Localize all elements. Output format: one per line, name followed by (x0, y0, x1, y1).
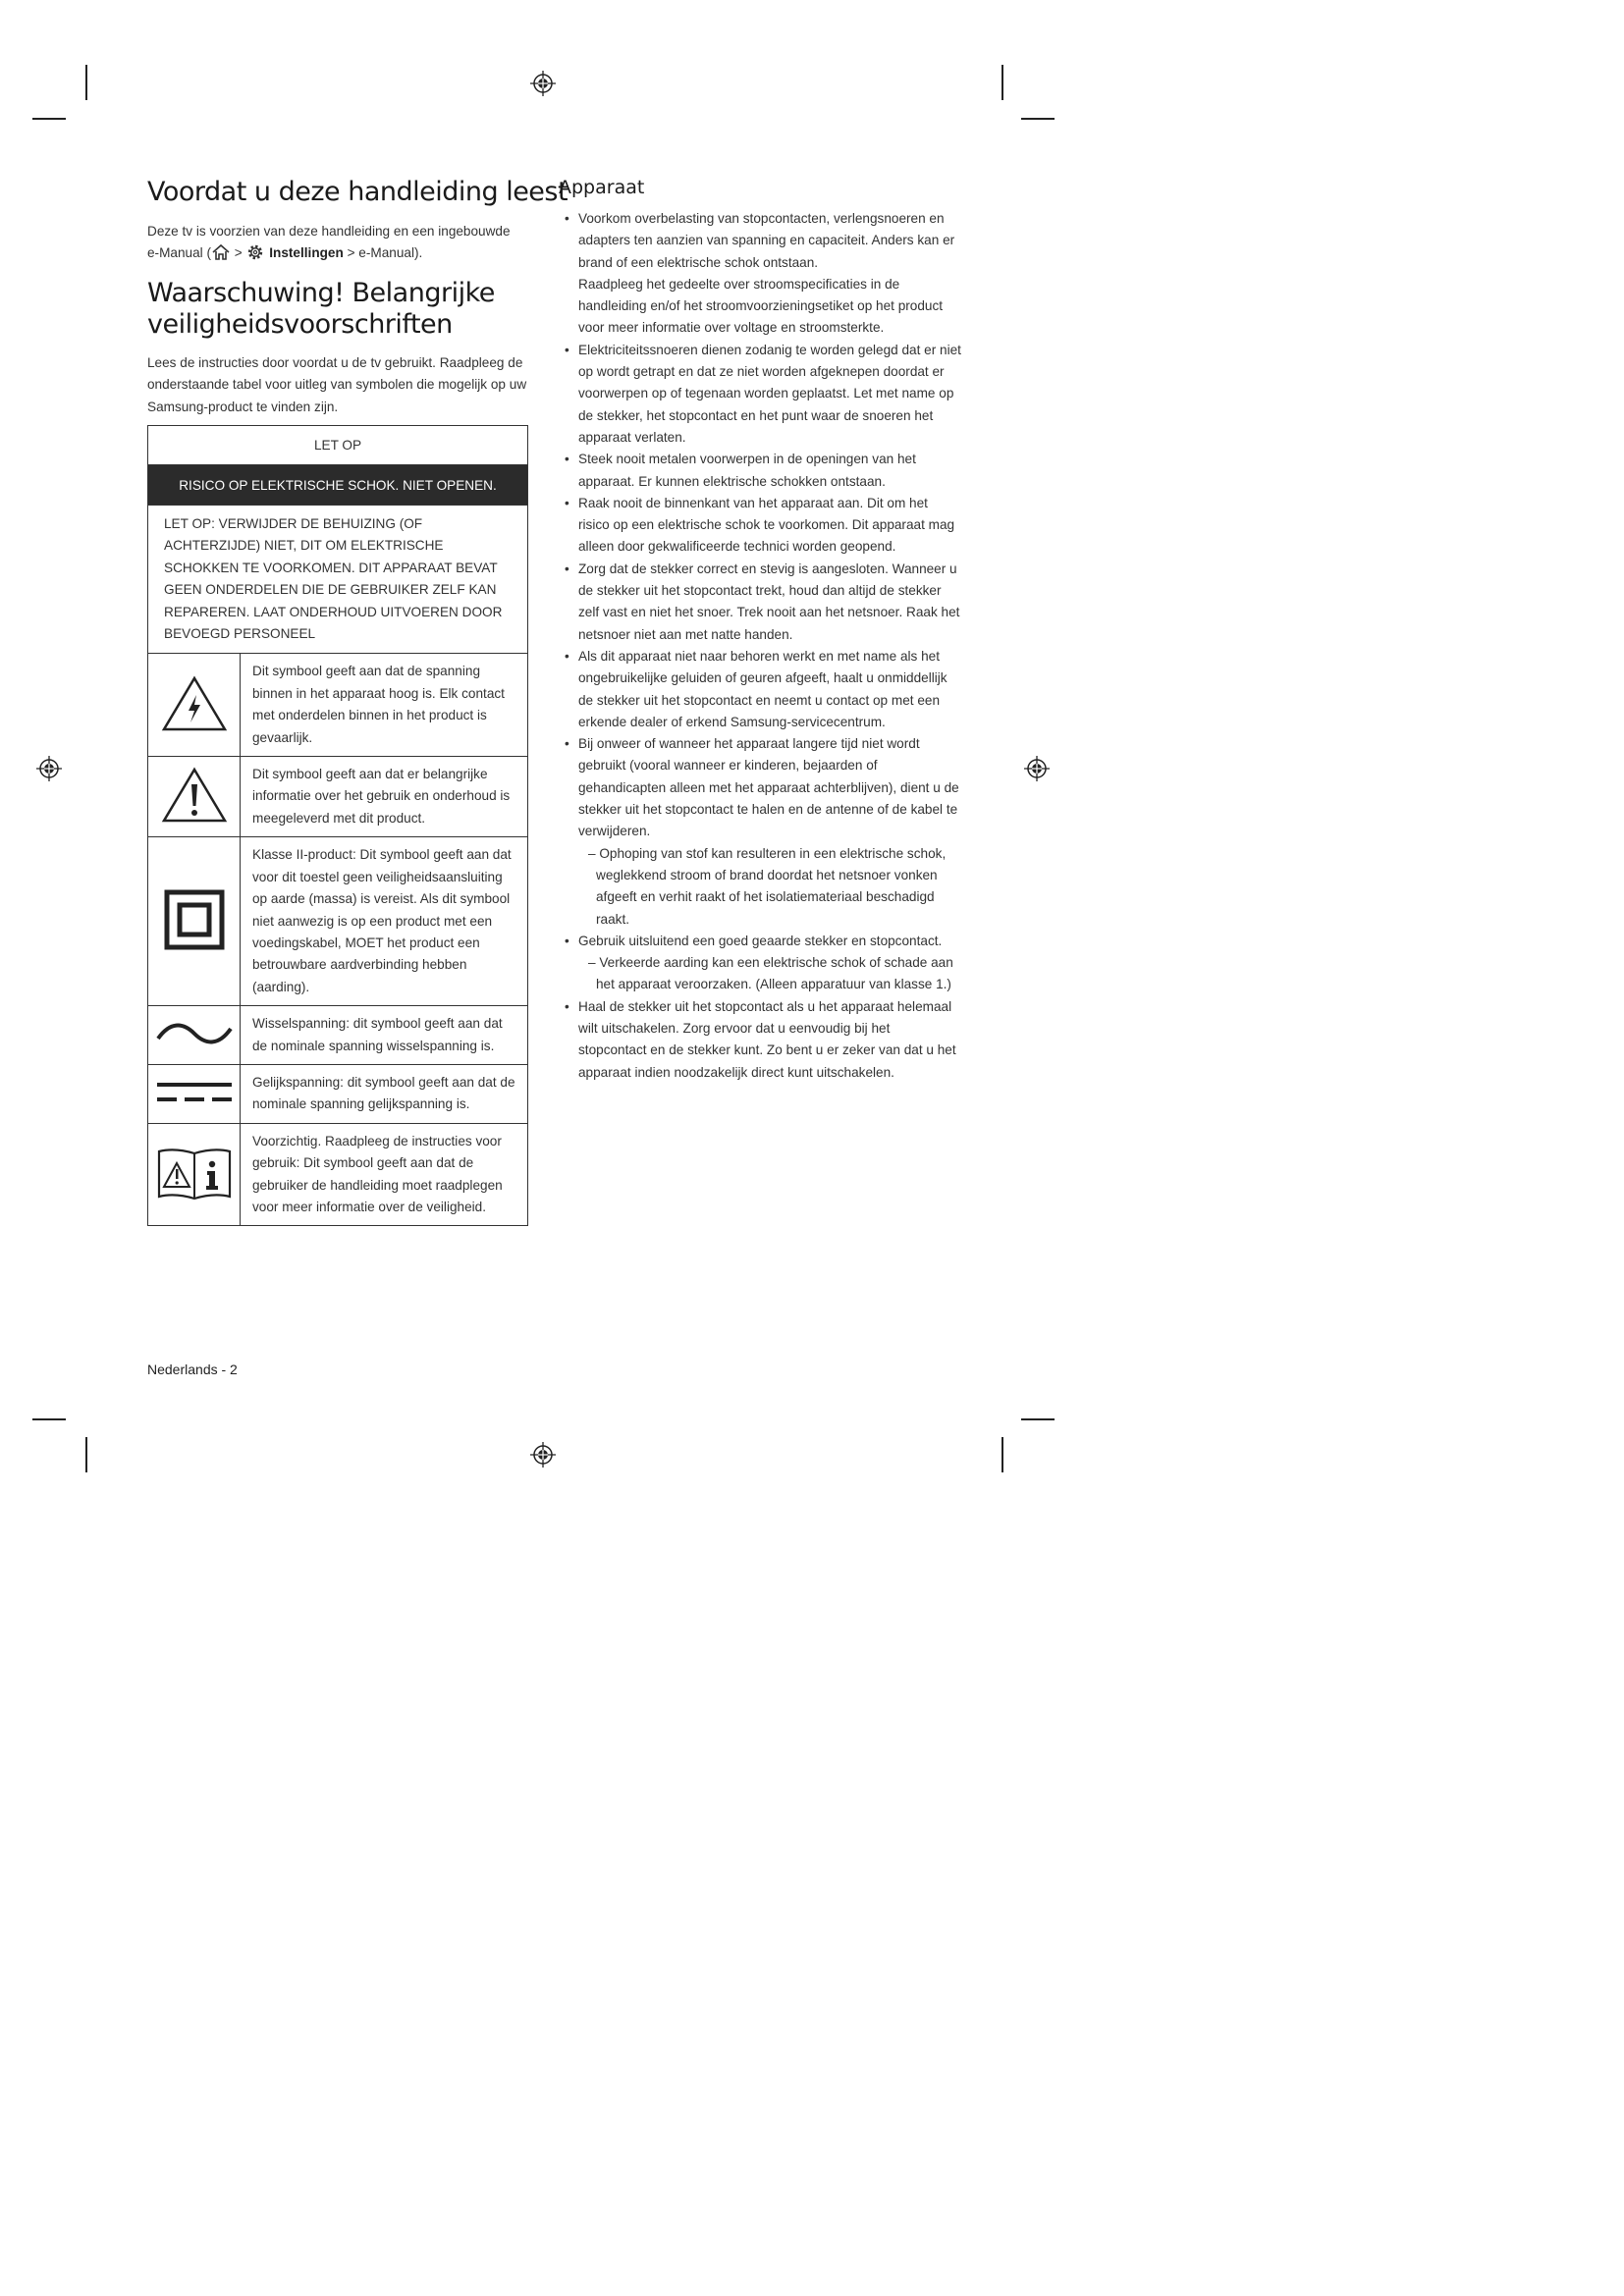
sub-note: – Ophoping van stof kan resulteren in een elektrische schok, weglekkend stroom of brand doordat het netsnoer vonken afgeeft en verhit raakt of het isolatiemateriaal beschadigd raakt. (588, 845, 947, 927)
symbol-description: Dit symbool geeft aan dat de spanning binnen in het apparaat hoog is. Elk contact met onderdelen binnen in het product is gevaarlijk. (241, 654, 528, 757)
table-header: LET OP (148, 426, 528, 465)
symbol-description: Klasse II-product: Dit symbool geeft aan dat voor dit toestel geen veiligheidsaansluiting op aarde (massa) is vereist. Als dit symbool niet aanwezig is op een product met een voedingskabel, MOET het product een betrouwbare aardverbinding hebben (aarding). (241, 837, 528, 1006)
list-item: • Voorkom overbelasting van stopcontacten, verlengsnoeren en adapters ten aanzien van spanning en capaciteit. Anders kan er brand of een elektrische schok ontstaan. Raadpleeg het gedeelte over stroomspecificaties in de handleiding en/of het stroomvoorzieningsetiket op het product voor meer informatie over voltage en stroomsterkte. (559, 208, 961, 340)
sub-note: – Verkeerde aarding kan een elektrische schok of schade aan het apparaat veroorzaken. (Alleen apparatuur van klasse 1.) (588, 955, 953, 992)
symbol-description: Voorzichtig. Raadpleeg de instructies voor gebruik: Dit symbool geeft aan dat de gebruiker de handleiding moet raadplegen voor meer informatie over de veiligheid. (241, 1123, 528, 1226)
intro-line: Deze tv is voorzien van deze handleiding en een ingebouwde (147, 224, 511, 239)
page-number: Nederlands - 2 (147, 1362, 238, 1377)
list-item: • Als dit apparaat niet naar behoren werkt en met name als het ongebruikelijke geluiden of geuren afgeeft, haalt u onmiddellijk de stekker uit het stopcontact en neemt u contact op met een erkende dealer of erkend Samsung-servicecentrum. (559, 646, 961, 733)
table-row (148, 654, 528, 757)
crop-mark (1021, 1418, 1055, 1420)
class-ii-double-square-icon (164, 889, 225, 950)
list-item: • Steek nooit metalen voorwerpen in de openingen van het apparaat. Er kunnen elektrische schokken ontstaan. (559, 449, 961, 493)
crop-mark (1001, 65, 1003, 100)
ac-voltage-wave-icon (155, 1019, 234, 1048)
gear-icon (245, 242, 265, 262)
table-row (148, 1123, 528, 1226)
dc-voltage-icon (155, 1078, 234, 1107)
symbol-description: Wisselspanning: dit symbool geeft aan dat de nominale spanning wisselspanning is. (241, 1006, 528, 1065)
section-heading-apparaat: Apparaat (559, 177, 645, 198)
intro-paragraph (147, 221, 530, 265)
symbol-description: Gelijkspanning: dit symbool geeft aan dat de nominale spanning gelijkspanning is. (241, 1064, 528, 1123)
list-item: • Zorg dat de stekker correct en stevig is aangesloten. Wanneer u de stekker uit het stopcontact trekt, houd dan altijd de stekker zelf vast en niet het snoer. Trek nooit aan het netsnoer. Raak het netsnoer niet aan met natte handen. (559, 559, 961, 646)
table-row (148, 1064, 528, 1123)
right-column (559, 177, 961, 1084)
list-item: • Haal de stekker uit het stopcontact als u het apparaat helemaal wilt uitschakelen. Zorg ervoor dat u eenvoudig bij het stopcontact en de stekker kunt. Zo bent u er zeker van dat u het apparaat indien noodzakelijk direct kunt uitschakelen. (559, 996, 961, 1084)
heading-warning: Waarschuwing! Belangrijke veiligheidsvoorschriften (147, 278, 495, 340)
table-row (148, 1006, 528, 1065)
settings-label: Instellingen (269, 245, 344, 261)
list-item: • Raak nooit de binnenkant van het apparaat aan. Dit om het risico op een elektrische schok te voorkomen. Dit apparaat mag alleen door gekwalificeerde technici worden geopend. (559, 493, 961, 559)
safety-symbols-table (147, 425, 528, 1226)
crop-mark (85, 65, 87, 100)
table-row (148, 757, 528, 837)
symbol-description: Dit symbool geeft aan dat er belangrijke informatie over het gebruik en onderhoud is meegeleverd met dit product. (241, 757, 528, 837)
crop-mark (32, 118, 66, 120)
crop-mark (32, 1418, 66, 1420)
list-item: • Bij onweer of wanneer het apparaat langere tijd niet wordt gebruikt (vooral wanneer er kinderen, bejaarden of gehandicapten alleen met het apparaat achterblijven), dient u de stekker uit het stopcontact te halen en de antenne of de kabel te verwijderen. – Ophoping van stof kan resulteren in een elektrische schok, weglekkend stroom of brand doordat het netsnoer vonken afgeeft en verhit raakt of het isolatiemateriaal beschadigd raakt. (559, 733, 961, 931)
list-item: • Gebruik uitsluitend een goed geaarde stekker en stopcontact. – Verkeerde aarding kan een elektrische schok of schade aan het apparaat veroorzaken. (Alleen apparatuur van klasse 1.) (559, 931, 961, 996)
safety-bullet-list (559, 208, 961, 1084)
registration-mark-icon (1022, 754, 1052, 783)
home-icon (211, 242, 231, 262)
caution-text: LET OP: VERWIJDER DE BEHUIZING (OF ACHTERZIJDE) NIET, DIT OM ELEKTRISCHE SCHOKKEN TE VOORKOMEN. DIT APPARAAT BEVAT GEEN ONDERDELEN DIE DE GEBRUIKER ZELF KAN REPAREREN. LAAT ONDERHOUD UITVOEREN DOOR BEVOEGD PERSONEEL (148, 506, 528, 654)
high-voltage-warning-icon (161, 675, 228, 732)
intro-line: e-Manual ( > Instellingen > e-Manual). (147, 242, 530, 264)
crop-mark (85, 1437, 87, 1472)
exclamation-warning-icon (161, 767, 228, 824)
crop-mark (1001, 1437, 1003, 1472)
heading-manual: Voordat u deze handleiding leest (147, 177, 568, 207)
warning-intro: Lees de instructies door voordat u de tv gebruikt. Raadpleeg de onderstaande tabel voor uitleg van symbolen die mogelijk op uw Samsung-product te vinden zijn. (147, 355, 527, 414)
crop-mark (1021, 118, 1055, 120)
caution-manual-info-icon (155, 1146, 234, 1201)
table-dark-header: RISICO OP ELEKTRISCHE SCHOK. NIET OPENEN. (148, 465, 528, 506)
registration-mark-icon (528, 1440, 558, 1469)
list-item: • Elektriciteitssnoeren dienen zodanig te worden gelegd dat er niet op wordt getrapt en dat ze niet worden afgeknepen doordat er voorwerpen op of tegenaan worden geplaatst. Let met name op de stekker, het stopcontact en het punt waar de snoeren het apparaat verlaten. (559, 340, 961, 449)
table-row (148, 837, 528, 1006)
registration-mark-icon (528, 69, 558, 98)
registration-mark-icon (34, 754, 64, 783)
